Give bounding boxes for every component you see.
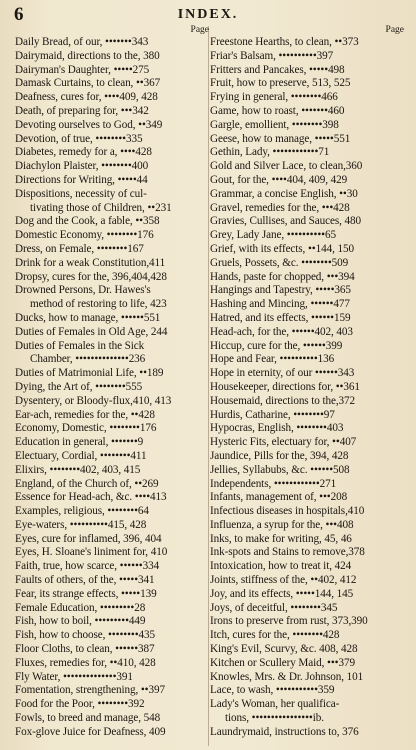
index-column-left <box>15 24 211 740</box>
page-column-header: Page <box>385 25 404 35</box>
index-entry: Friar's Balsam, ••••••••••397 <box>210 49 334 62</box>
index-entry: Hiccup, cure for the, ••••••399 <box>210 339 343 352</box>
index-entry: Gargle, emollient, ••••••••398 <box>210 118 339 131</box>
index-entry: King's Evil, Scurvy, &c. 408, 428 <box>210 643 358 656</box>
index-entry: Drink for a weak Constitution,411 <box>15 256 166 269</box>
index-entry: Dying, the Art of, ••••••••555 <box>15 380 143 393</box>
index-entry: Fish, how to choose, ••••••••435 <box>15 629 156 642</box>
index-entry: Knowles, Mrs. & Dr. Johnson, 101 <box>210 670 364 683</box>
index-entry: Daily Bread, of our, •••••••343 <box>15 36 149 48</box>
index-entry: Influenza, a syrup for the, •••408 <box>210 518 354 531</box>
index-entry: Diabetes, remedy for a, ••••428 <box>15 146 152 159</box>
index-entry: Gravel, remedies for the, •••428 <box>210 201 350 214</box>
index-entry: Frying in general, ••••••••466 <box>210 91 338 104</box>
index-entry: Ink-spots and Stains to remove,378 <box>210 546 365 559</box>
index-entry: Gold and Silver Lace, to clean,360 <box>210 160 363 173</box>
index-entry: England, of the Church of, ••269 <box>15 477 159 490</box>
index-entry: Fear, its strange effects, •••••139 <box>15 587 157 600</box>
index-entry: Infants, management of, •••208 <box>210 491 348 504</box>
page-title: INDEX. <box>177 7 239 22</box>
index-entry: Devoting ourselves to God, ••349 <box>15 118 163 131</box>
index-entry: Infectious diseases in hospitals,410 <box>210 505 365 518</box>
index-entry: tivating those of Children, ••231 <box>30 201 172 214</box>
index-entry: Independents, ••••••••••••271 <box>210 477 337 490</box>
index-entry: Eyes, cure for inflamed, 396, 404 <box>15 532 162 545</box>
index-entry: Domestic Economy, ••••••••176 <box>15 229 154 242</box>
index-entry: Fish, how to boil, •••••••••449 <box>15 615 146 628</box>
index-entry: method of restoring to life, 423 <box>30 298 167 311</box>
index-entry: Female Education, •••••••••28 <box>15 601 146 614</box>
index-entry: Hands, paste for chopped, •••394 <box>210 270 355 283</box>
index-entry: Duties of Females in the Sick <box>15 339 145 352</box>
index-entry: Irons to preserve from rust, 373,390 <box>210 615 368 628</box>
index-entry: Intoxication, how to treat it, 424 <box>210 560 352 573</box>
index-entry: tions, ••••••••••••••••ib. <box>225 712 324 725</box>
index-entry: Education in general, •••••••9 <box>15 436 144 449</box>
index-entry: Fomentation, strengthening, ••397 <box>15 684 165 697</box>
index-entry: Itch, cures for the, ••••••••428 <box>210 629 340 642</box>
index-entry: Hope in eternity, of our ••••••343 <box>210 367 355 380</box>
index-entry: Head-ach, for the, ••••••402, 403 <box>210 325 353 338</box>
index-entry: Fly Water, ••••••••••••••391 <box>15 670 133 683</box>
index-entry: Faults of others, of the, •••••341 <box>15 574 155 587</box>
index-entry: Freestone Hearths, to clean, ••373 <box>210 36 359 48</box>
index-entry: Lace, to wash, •••••••••••359 <box>210 684 335 697</box>
index-entry: Housekeeper, directions for, ••361 <box>210 380 360 393</box>
index-entry: Diachylon Plaister, ••••••••400 <box>15 160 149 173</box>
index-entry: Ducks, how to manage, ••••••551 <box>15 311 161 324</box>
index-entry: Examples, religious, ••••••••64 <box>15 505 149 518</box>
index-entry: Gruels, Possets, &c. ••••••••509 <box>210 256 349 269</box>
index-entry: Dropsy, cures for the, 396,404,428 <box>15 270 167 283</box>
index-entry: Dairymaid, directions to the, 380 <box>15 49 160 62</box>
index-entry: Hope and Fear, ••••••••••136 <box>210 353 335 366</box>
index-entry: Drowned Persons, Dr. Hawes's <box>15 284 151 297</box>
index-entry: Fox-glove Juice for Deafness, 409 <box>15 725 166 738</box>
index-entry: Grief, with its effects, ••144, 150 <box>210 242 354 255</box>
index-entry: Deafness, cures for, ••••409, 428 <box>15 91 158 104</box>
index-entry: Fowls, to breed and manage, 548 <box>15 712 161 725</box>
index-entry: Elixirs, ••••••••402, 403, 415 <box>15 463 141 476</box>
index-entry: Hurdis, Catharine, ••••••••97 <box>210 408 335 421</box>
index-entry: Jellies, Syllabubs, &c. ••••••508 <box>210 463 350 476</box>
index-entry: Hangings and Tapestry, •••••365 <box>210 284 351 297</box>
index-entry: Joints, stiffness of the, ••402, 412 <box>210 574 357 587</box>
index-entry: Housemaid, directions to the,372 <box>210 394 356 407</box>
index-entry: Game, how to roast, •••••••460 <box>210 104 345 117</box>
index-entry: Death, of preparing for, •••342 <box>15 104 149 117</box>
index-entry: Eye-waters, ••••••••••415, 428 <box>15 518 147 531</box>
page-column-header: Page <box>190 25 209 35</box>
index-entry: Jaundice, Pills for the, 394, 428 <box>210 449 349 462</box>
index-entry: Duties of Females in Old Age, 244 <box>15 325 168 338</box>
index-entry: Kitchen or Scullery Maid, •••379 <box>210 656 355 669</box>
index-entry: Dress, on Female, ••••••••167 <box>15 242 144 255</box>
index-column-right <box>210 24 406 740</box>
index-entry: Damask Curtains, to clean, ••367 <box>15 77 161 90</box>
index-entry: Laundrymaid, instructions to, 376 <box>210 725 359 738</box>
index-entry: Grey, Lady Jane, ••••••••••65 <box>210 229 336 242</box>
index-entry: Dog and the Cook, a fable, ••358 <box>15 215 160 228</box>
index-entry: Ear-ach, remedies for the, ••428 <box>15 408 155 421</box>
index-list-right <box>210 36 406 740</box>
index-entry: Devotion, of true, ••••••••335 <box>15 132 143 145</box>
index-entry: Hysteric Fits, electuary for, ••407 <box>210 436 357 449</box>
index-entry: Gout, for the, ••••404, 409, 429 <box>210 173 348 186</box>
index-entry: Fruit, how to preserve, 513, 525 <box>210 77 351 90</box>
index-entry: Directions for Writing, •••••44 <box>15 173 148 186</box>
index-entry: Lady's Woman, her qualifica- <box>210 698 340 711</box>
index-entry: Inks, to make for writing, 45, 46 <box>210 532 352 545</box>
index-entry: Dispositions, necessity of cul- <box>15 187 147 200</box>
index-entry: Gravies, Cullises, and Sauces, 480 <box>210 215 362 228</box>
index-entry: Fluxes, remedies for, ••410, 428 <box>15 656 156 669</box>
index-entry: Hatred, and its effects, ••••••159 <box>210 311 351 324</box>
index-entry: Hashing and Mincing, ••••••477 <box>210 298 350 311</box>
index-entry: Faith, true, how scarce, ••••••334 <box>15 560 160 573</box>
index-entry: Dysentery, or Bloody-flux,410, 413 <box>15 394 172 407</box>
index-entry: Geese, how to manage, •••••551 <box>210 132 351 145</box>
index-entry: Joy, and its effects, •••••144, 145 <box>210 587 354 600</box>
index-entry: Dairyman's Daughter, •••••275 <box>15 63 150 76</box>
index-entry: Joys, of deceitful, ••••••••345 <box>210 601 338 614</box>
index-entry: Floor Cloths, to clean, ••••••387 <box>15 643 155 656</box>
index-entry: Grammar, a concise English, ••30 <box>210 187 358 200</box>
index-entry: Fritters and Pancakes, •••••498 <box>210 63 345 76</box>
index-entry: Duties of Matrimonial Life, ••189 <box>15 367 164 380</box>
index-entry: Economy, Domestic, ••••••••176 <box>15 422 157 435</box>
index-entry: Chamber, ••••••••••••••236 <box>30 353 146 366</box>
index-entry: Food for the Poor, ••••••••392 <box>15 698 145 711</box>
index-list-left <box>15 36 211 740</box>
index-entry: Electuary, Cordial, ••••••••411 <box>15 449 147 462</box>
index-entry: Hypocras, English, ••••••••403 <box>210 422 344 435</box>
index-entry: Gethin, Lady, ••••••••••••71 <box>210 146 330 159</box>
index-entry: Eyes, H. Sloane's liniment for, 410 <box>15 546 168 559</box>
index-entry: Essence for Head-ach, &c. ••••413 <box>15 491 167 504</box>
page-number: 6 <box>14 4 24 25</box>
